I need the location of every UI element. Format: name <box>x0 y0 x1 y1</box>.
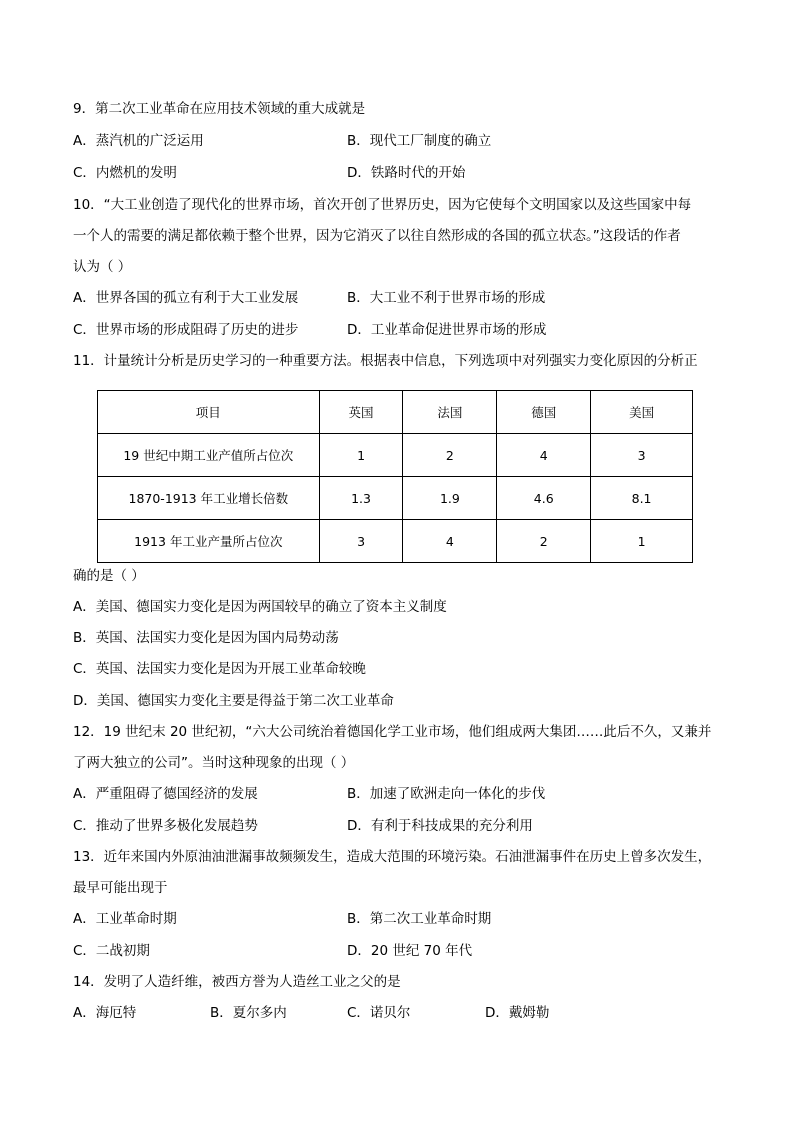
q10-option-a: A．世界各国的孤立有利于大工业发展 <box>73 290 299 306</box>
table-cell: 2 <box>403 434 497 477</box>
table-header-cell: 法国 <box>403 391 497 434</box>
table-cell: 1 <box>591 520 693 563</box>
q12-option-a: A．严重阻碍了德国经济的发展 <box>73 786 258 802</box>
q10-stem-line-3: 认为（ ） <box>73 259 132 275</box>
q12-option-d: D．有利于科技成果的充分利用 <box>347 818 533 834</box>
table-cell: 4 <box>403 520 497 563</box>
q11-option-a: A．美国、德国实力变化是因为两国较早的确立了资本主义制度 <box>73 599 447 615</box>
q11-option-b: B．英国、法国实力变化是因为国内局势动荡 <box>73 630 339 646</box>
q13-option-c: C．二战初期 <box>73 943 150 959</box>
table-cell: 19 世纪中期工业产值所占位次 <box>98 434 320 477</box>
table-row <box>98 477 693 520</box>
table-header-cell: 德国 <box>497 391 591 434</box>
q14-option-c: C．诺贝尔 <box>347 1005 411 1021</box>
table-header-cell: 美国 <box>591 391 693 434</box>
q9-option-b: B．现代工厂制度的确立 <box>347 133 492 149</box>
q9-option-d: D．铁路时代的开始 <box>347 165 466 181</box>
q10-stem-line-1: 10．“大工业创造了现代化的世界市场，首次开创了世界历史，因为它使每个文明国家以及这些国家中每 <box>73 197 692 213</box>
q13-option-d: D．20 世纪 70 年代 <box>347 943 473 959</box>
table-row <box>98 520 693 563</box>
q10-stem-line-2: 一个人的需要的满足都依赖于整个世界，因为它消灭了以往自然形成的各国的孤立状态。”这段话的作者 <box>73 228 681 244</box>
q13-stem-line-1: 13．近年来国内外原油油泄漏事故频频发生，造成大范围的环境污染。石油泄漏事件在历史上曾多次发生， <box>73 849 712 865</box>
q13-option-b: B．第二次工业革命时期 <box>347 911 492 927</box>
q12-stem-line-1: 12．19 世纪末 20 世纪初，“六大公司统治着德国化学工业市场，他们组成两大集团……此后不久，又兼并 <box>73 724 712 740</box>
table-cell: 1.3 <box>319 477 403 520</box>
q13-option-a: A．工业革命时期 <box>73 911 177 927</box>
table-header-row <box>98 391 693 434</box>
table-cell: 2 <box>497 520 591 563</box>
q10-option-d: D．工业革命促进世界市场的形成 <box>347 322 547 338</box>
table-cell: 1.9 <box>403 477 497 520</box>
q12-option-c: C．推动了世界多极化发展趋势 <box>73 818 258 834</box>
q14-option-b: B．夏尔多内 <box>210 1005 287 1021</box>
table-cell: 1 <box>319 434 403 477</box>
q11-option-d: D．美国、德国实力变化主要是得益于第二次工业革命 <box>73 693 394 709</box>
industry-stats-table <box>97 390 693 563</box>
table-cell: 8.1 <box>591 477 693 520</box>
table-cell: 4.6 <box>497 477 591 520</box>
q9-stem: 9．第二次工业革命在应用技术领域的重大成就是 <box>73 101 366 117</box>
q14-option-d: D．戴姆勒 <box>485 1005 550 1021</box>
table-cell: 4 <box>497 434 591 477</box>
table-cell: 3 <box>319 520 403 563</box>
table-cell: 1870-1913 年工业增长倍数 <box>98 477 320 520</box>
table-header-cell: 英国 <box>319 391 403 434</box>
table-header-cell: 项目 <box>98 391 320 434</box>
table-row <box>98 434 693 477</box>
q14-option-a: A．海厄特 <box>73 1005 137 1021</box>
q13-stem-line-2: 最早可能出现于 <box>73 880 168 896</box>
q12-option-b: B．加速了欧洲走向一体化的步伐 <box>347 786 546 802</box>
table-cell: 1913 年工业产量所占位次 <box>98 520 320 563</box>
q9-option-c: C．内燃机的发明 <box>73 165 177 181</box>
q11-option-c: C．英国、法国实力变化是因为开展工业革命较晚 <box>73 661 366 677</box>
q10-option-c: C．世界市场的形成阻碍了历史的进步 <box>73 322 299 338</box>
q10-option-b: B．大工业不利于世界市场的形成 <box>347 290 546 306</box>
table-cell: 3 <box>591 434 693 477</box>
q14-stem: 14．发明了人造纤维，被西方誉为人造丝工业之父的是 <box>73 974 401 990</box>
q11-stem-line-1: 11．计量统计分析是历史学习的一种重要方法。根据表中信息，下列选项中对列强实力变化原因的分析正 <box>73 353 698 369</box>
q9-option-a: A．蒸汽机的广泛运用 <box>73 133 204 149</box>
q12-stem-line-2: 了两大独立的公司”。当时这种现象的出现（ ） <box>73 755 355 771</box>
q11-stem-line-2: 确的是（ ） <box>73 568 145 584</box>
